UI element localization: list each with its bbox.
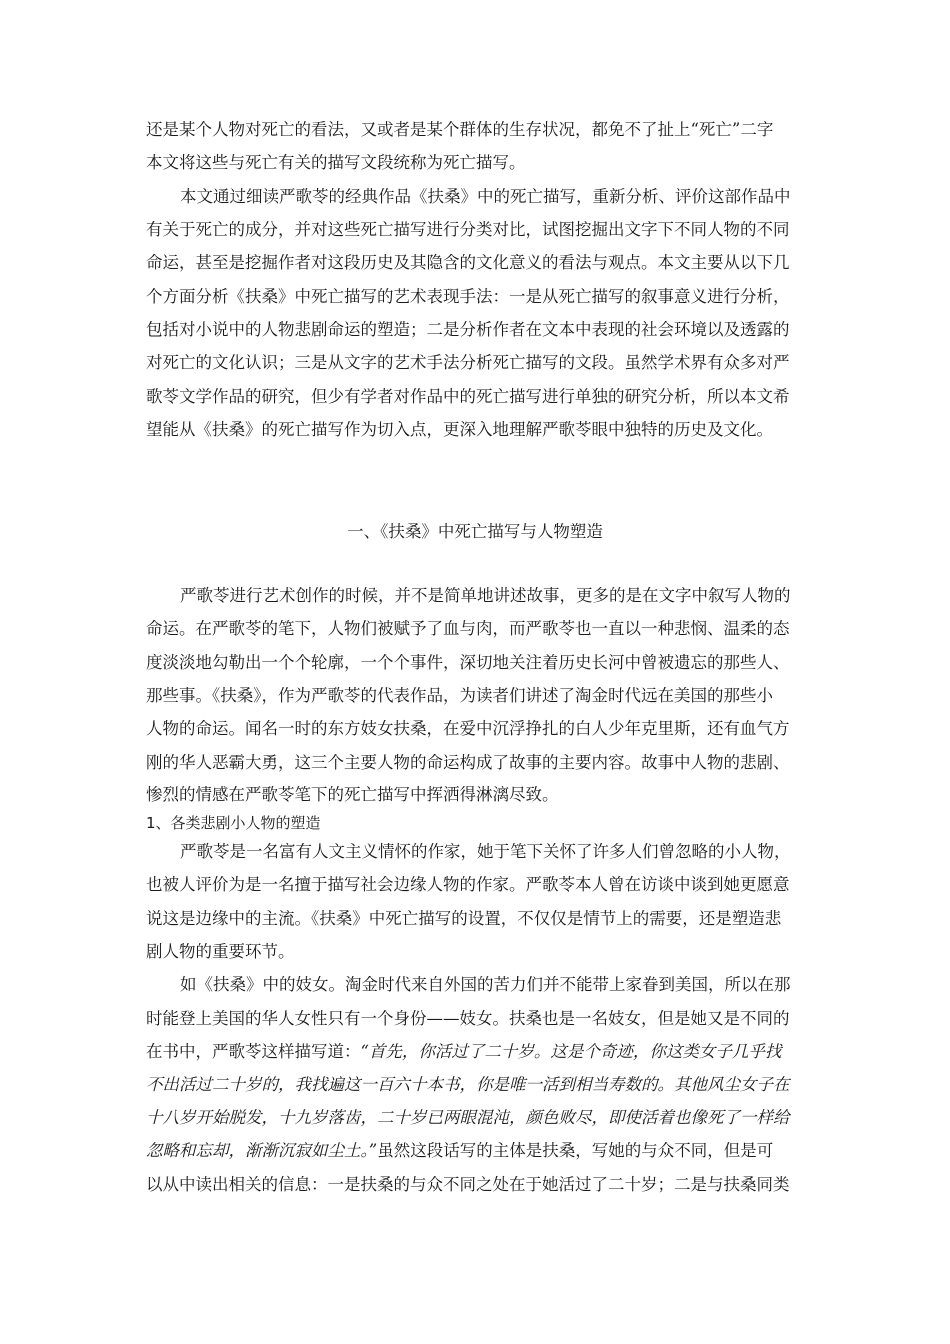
paragraph-line: 说这是边缘中的主流。《扶桑》中死亡描写的设置，不仅仅是情节上的需要，还是塑造悲 bbox=[146, 909, 782, 928]
paragraph-line: 个方面分析《扶桑》中死亡描写的艺术表现手法：一是从死亡描写的叙事意义进行分析， bbox=[146, 287, 790, 306]
paragraph-line: 时能登上美国的华人女性只有一个身份——妓女。扶桑也是一名妓女，但是她又是不同的 bbox=[146, 1009, 790, 1028]
subsection-title: 1、各类悲剧小人物的塑造 bbox=[146, 814, 321, 832]
paragraph-line: 命运。在严歌苓的笔下，人物们被赋予了血与肉，而严歌苓也一直以一种悲悯、温柔的态 bbox=[146, 619, 790, 638]
quotation-text: “首先，你活过了二十岁。这是个奇迹，你这类女子几乎找 bbox=[360, 1042, 782, 1061]
paragraph-line: 歌苓文学作品的研究，但少有学者对作品中的死亡描写进行单独的研究分析，所以本文希 bbox=[146, 387, 790, 406]
paragraph-line: 本文通过细读严歌苓的经典作品《扶桑》中的死亡描写，重新分析、评价这部作品中 bbox=[180, 187, 791, 206]
paragraph-line: 严歌苓是一名富有人文主义情怀的作家，她于笔下关怀了许多人们曾忽略的小人物， bbox=[180, 842, 791, 861]
paragraph-line: 命运，甚至是挖掘作者对这段历史及其隐含的文化意义的看法与观点。本文主要从以下几 bbox=[146, 253, 790, 272]
paragraph-line: 如《扶桑》中的妓女。淘金时代来自外国的苦力们并不能带上家眷到美国，所以在那 bbox=[180, 975, 791, 994]
paragraph-line: 严歌苓进行艺术创作的时候，并不是简单地讲述故事，更多的是在文字中叙写人物的 bbox=[180, 586, 791, 605]
paragraph-line: 惨烈的情感在严歌苓笔下的死亡描写中挥洒得淋漓尽致。 bbox=[146, 785, 559, 804]
paragraph-line: 人物的命运。闻名一时的东方妓女扶桑，在爱中沉浮挣扎的白人少年克里斯，还有血气方 bbox=[146, 719, 790, 738]
paragraph-line: 对死亡的文化认识；三是从文字的艺术手法分析死亡描写的文段。虽然学术界有众多对严 bbox=[146, 353, 790, 372]
paragraph-line: 度淡淡地勾勒出一个个轮廓，一个个事件，深切地关注着历史长河中曾被遗忘的那些人、 bbox=[146, 653, 790, 672]
paragraph-line: 也被人评价为是一名擅于描写社会边缘人物的作家。严歌苓本人曾在访谈中谈到她更愿意 bbox=[146, 875, 790, 894]
paragraph-line: 剧人物的重要环节。 bbox=[146, 942, 295, 961]
plain-text: 在书中，严歌苓这样描写道： bbox=[146, 1042, 361, 1061]
paragraph-line: 刚的华人恶霸大勇，这三个主要人物的命运构成了故事的主要内容。故事中人物的悲剧、 bbox=[146, 753, 790, 772]
paragraph-line: 望能从《扶桑》的死亡描写作为切入点，更深入地理解严歌苓眼中独特的历史及文化。 bbox=[146, 420, 773, 439]
paragraph-line: 包括对小说中的人物悲剧命运的塑造；二是分析作者在文本中表现的社会环境以及透露的 bbox=[146, 320, 790, 339]
quotation-line: 十八岁开始脱发，十九岁落齿，二十岁已两眼混沌，颜色败尽，即使活着也像死了一样给 bbox=[146, 1108, 790, 1127]
paragraph-line: 以从中读出相关的信息：一是扶桑的与众不同之处在于她活过了二十岁；二是与扶桑同类 bbox=[146, 1175, 790, 1194]
paragraph-line: 还是某个人物对死亡的看法，又或者是某个群体的生存状况，都免不了扯上“死亡”二字 bbox=[146, 120, 774, 139]
paragraph-line bbox=[146, 1041, 811, 1063]
plain-text: 虽然这段话写的主体是扶桑，写她的与众不同，但是可 bbox=[377, 1141, 774, 1160]
quotation-text: 忽略和忘却，渐渐沉寂如尘土。” bbox=[146, 1141, 378, 1160]
paragraph-line: 本文将这些与死亡有关的描写文段统称为死亡描写。 bbox=[146, 153, 526, 172]
paragraph-line: 那些事。《扶桑》，作为严歌苓的代表作品，为读者们讲述了淘金时代远在美国的那些小 bbox=[146, 686, 773, 705]
section-title: 一、《扶桑》中死亡描写与人物塑造 bbox=[347, 522, 603, 541]
paragraph-line: 有关于死亡的成分，并对这些死亡描写进行分类对比，试图挖掘出文字下不同人物的不同 bbox=[146, 220, 790, 239]
paragraph-line bbox=[146, 1140, 811, 1162]
quotation-line: 不出活过二十岁的，我找遍这一百六十本书，你是唯一活到相当寿数的。其他风尘女子在 bbox=[146, 1075, 790, 1094]
